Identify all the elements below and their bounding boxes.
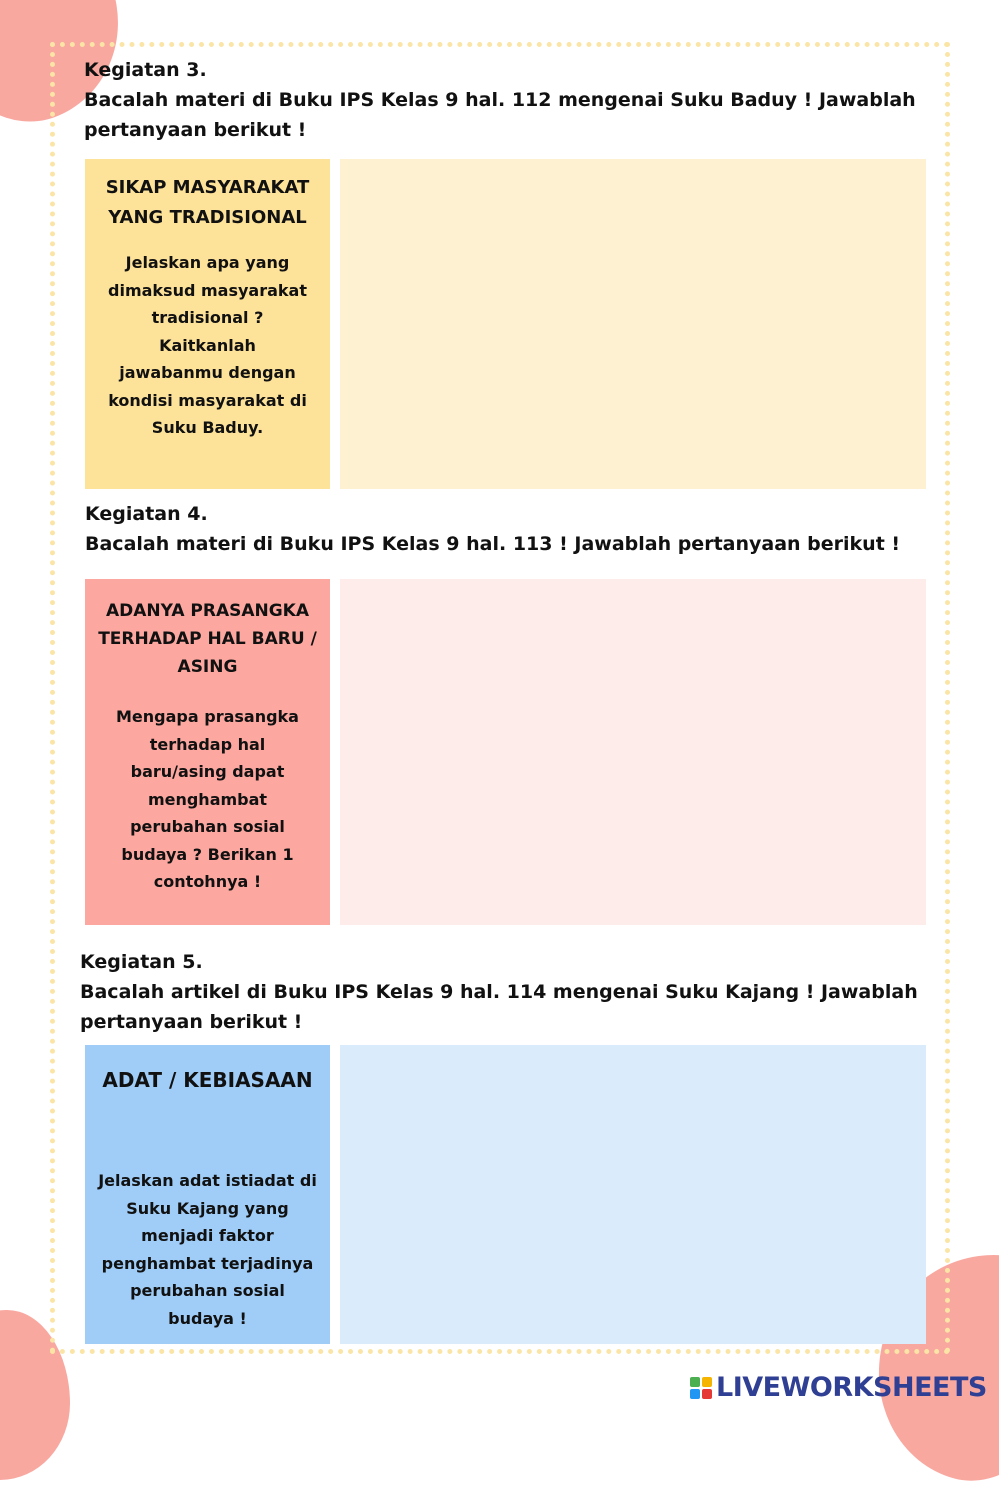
activity-5-heading: Kegiatan 5. Bacalah artikel di Buku IPS Kelas 9 hal. 114 mengenai Suku Kajang ! Jawablah pertanyaan berikut ! xyxy=(80,951,918,1033)
activity-5-answer-field[interactable] xyxy=(340,1045,926,1344)
activity-5-title: ADAT / KEBIASAAN xyxy=(102,1068,313,1092)
activity-4-answer-field[interactable] xyxy=(340,579,926,925)
activity-3-label-box xyxy=(85,159,330,489)
liveworksheets-logo-icon xyxy=(690,1377,712,1399)
activity-5-label-box xyxy=(85,1045,330,1344)
activity-4-title: ADANYA PRASANGKA TERHADAP HAL BARU / ASING xyxy=(98,601,317,677)
logo-text: LIVEWORKSHEETS xyxy=(716,1372,987,1403)
liveworksheets-logo[interactable] xyxy=(690,1372,987,1403)
activity-3-question: Jelaskan apa yang dimaksud masyarakat tradisional ? Kaitkanlah jawabanmu dengan kondisi masyarakat di Suku Baduy. xyxy=(108,253,307,437)
activity-4-question: Mengapa prasangka terhadap hal baru/asing dapat menghambat perubahan sosial budaya ? Berikan 1 contohnya ! xyxy=(116,707,299,891)
activity-5-question: Jelaskan adat istiadat di Suku Kajang yang menjadi faktor penghambat terjadinya perubahan sosial budaya ! xyxy=(98,1171,317,1328)
activity-4-label-box xyxy=(85,579,330,925)
activity-3-heading: Kegiatan 3. Bacalah materi di Buku IPS Kelas 9 hal. 112 mengenai Suku Baduy ! Jawablah pertanyaan berikut ! xyxy=(84,59,916,141)
activity-3-answer-field[interactable] xyxy=(340,159,926,489)
activity-4-heading: Kegiatan 4. Bacalah materi di Buku IPS Kelas 9 hal. 113 ! Jawablah pertanyaan berikut ! xyxy=(85,503,901,555)
activity-3-title: SIKAP MASYARAKAT YANG TRADISIONAL xyxy=(105,177,310,228)
